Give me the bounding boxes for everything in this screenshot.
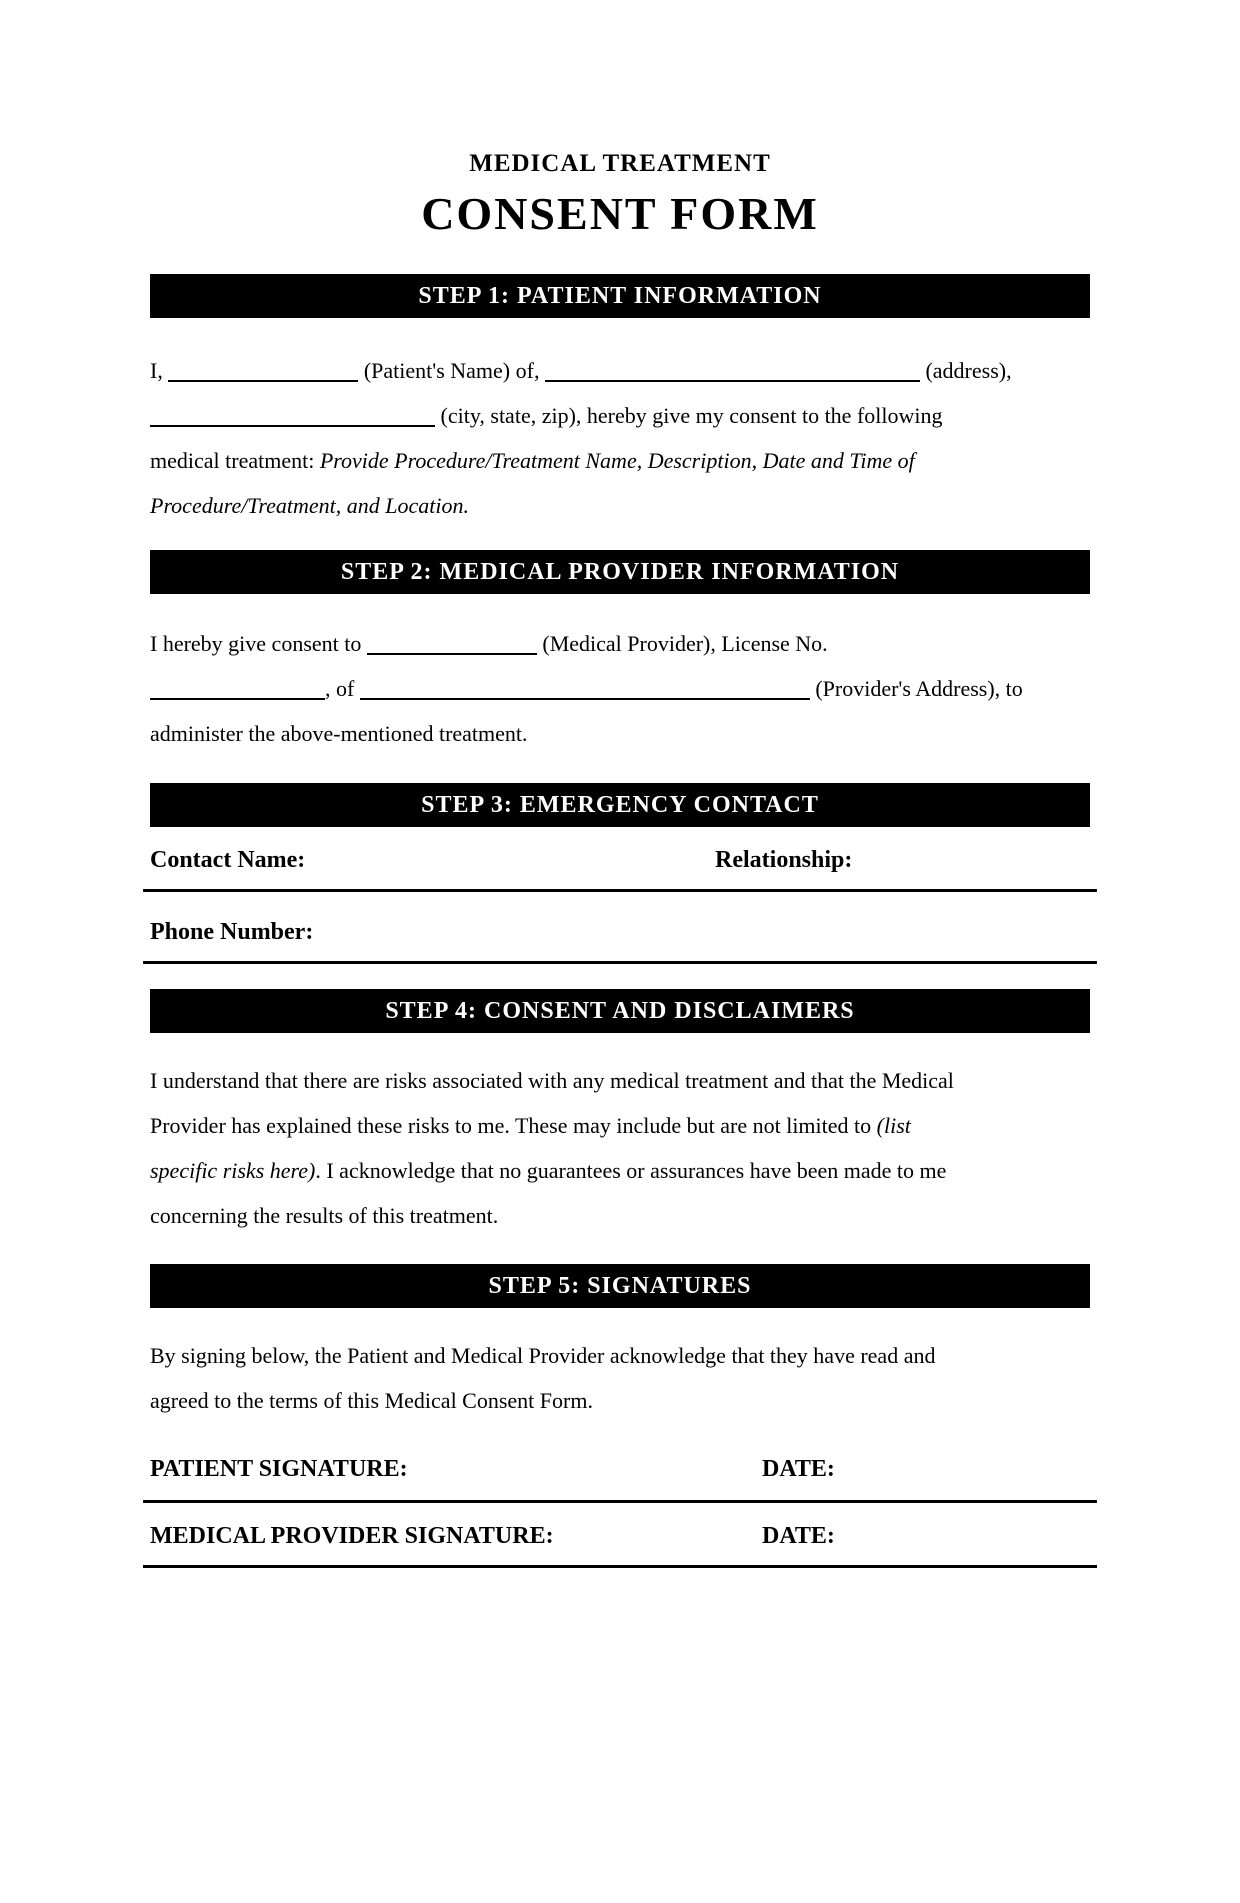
- step1-section-header: [150, 274, 1090, 318]
- form-line: [150, 711, 1090, 756]
- step1-body: [150, 348, 1090, 528]
- patient-signature-row: [150, 1423, 1090, 1500]
- document-subtitle: MEDICAL TREATMENT: [469, 150, 771, 177]
- step1-text: (address),: [925, 358, 1012, 383]
- phone-number-label: Phone Number:: [150, 919, 314, 945]
- patient-signature-label: PATIENT SIGNATURE:: [150, 1456, 408, 1482]
- step1-text: medical treatment:: [150, 448, 315, 473]
- contact-name-label: Contact Name:: [150, 847, 306, 873]
- step1-text: (city, state, zip), hereby give my consent to the following: [440, 403, 943, 428]
- step4-text: . I acknowledge that no guarantees or assurances have been made to me: [315, 1158, 947, 1183]
- patient-name-blank[interactable]: [168, 360, 358, 382]
- form-line: [150, 438, 1090, 483]
- step5-body: [150, 1333, 1090, 1423]
- step4-text: Provider has explained these risks to me. These may include but are not limited to: [150, 1113, 872, 1138]
- provider-signature-fill-line[interactable]: [143, 1565, 1097, 1568]
- step2-header-label: STEP 2: MEDICAL PROVIDER INFORMATION: [340, 559, 900, 585]
- relationship-label: Relationship:: [715, 847, 853, 873]
- city-state-zip-blank[interactable]: [150, 405, 435, 427]
- medical-consent-form-document: [150, 149, 1090, 1568]
- date-label: DATE:: [762, 1523, 835, 1549]
- form-line: [150, 1103, 1090, 1148]
- step5-text: By signing below, the Patient and Medical Provider acknowledge that they have read and: [150, 1343, 936, 1368]
- provider-address-blank[interactable]: [360, 678, 810, 700]
- step4-section-header: [150, 989, 1090, 1033]
- form-line: [150, 483, 1090, 528]
- step4-instruction-italic: specific risks here): [150, 1158, 316, 1183]
- emergency-contact-row: [150, 827, 1090, 889]
- step2-text: (Medical Provider), License No.: [542, 631, 828, 656]
- step1-header-label: STEP 1: PATIENT INFORMATION: [418, 283, 822, 309]
- form-line: [150, 393, 1090, 438]
- step4-instruction-italic: (list: [876, 1113, 911, 1138]
- step2-section-header: [150, 550, 1090, 594]
- license-no-blank[interactable]: [150, 678, 325, 700]
- step2-text: (Provider's Address), to: [815, 676, 1023, 701]
- phone-number-fill-line[interactable]: [143, 961, 1097, 964]
- form-line: [150, 1193, 1090, 1238]
- step1-instruction-italic: Provide Procedure/Treatment Name, Description, Date and Time of: [319, 448, 915, 473]
- form-line: [150, 1378, 1090, 1423]
- form-line: [150, 1148, 1090, 1193]
- address-blank[interactable]: [545, 360, 920, 382]
- step3-section-header: [150, 783, 1090, 827]
- form-line: [150, 1058, 1090, 1103]
- step5-text: agreed to the terms of this Medical Consent Form.: [150, 1388, 593, 1413]
- step4-text: I understand that there are risks associated with any medical treatment and that the Medical: [150, 1068, 954, 1093]
- step4-text: concerning the results of this treatment.: [150, 1203, 499, 1228]
- step2-text: I hereby give consent to: [150, 631, 362, 656]
- form-line: [150, 348, 1090, 393]
- step1-text: (Patient's Name) of,: [363, 358, 540, 383]
- step2-text: administer the above-mentioned treatment.: [150, 721, 528, 746]
- provider-signature-label: MEDICAL PROVIDER SIGNATURE:: [150, 1523, 554, 1549]
- date-label: DATE:: [762, 1456, 835, 1482]
- medical-provider-blank[interactable]: [367, 633, 537, 655]
- step4-body: [150, 1058, 1090, 1238]
- step1-text: I,: [150, 358, 163, 383]
- form-line: [150, 621, 1090, 666]
- provider-signature-row: [150, 1503, 1090, 1565]
- step5-section-header: [150, 1264, 1090, 1308]
- step5-header-label: STEP 5: SIGNATURES: [488, 1273, 752, 1299]
- step4-header-label: STEP 4: CONSENT AND DISCLAIMERS: [385, 998, 855, 1024]
- document-title: CONSENT FORM: [421, 188, 819, 239]
- step3-header-label: STEP 3: EMERGENCY CONTACT: [421, 792, 819, 818]
- step2-body: [150, 621, 1090, 756]
- step1-instruction-italic: Procedure/Treatment, and Location.: [150, 493, 469, 518]
- phone-number-row: [150, 892, 1090, 961]
- form-line: [150, 1333, 1090, 1378]
- form-line: [150, 666, 1090, 711]
- step2-text: , of: [325, 676, 355, 701]
